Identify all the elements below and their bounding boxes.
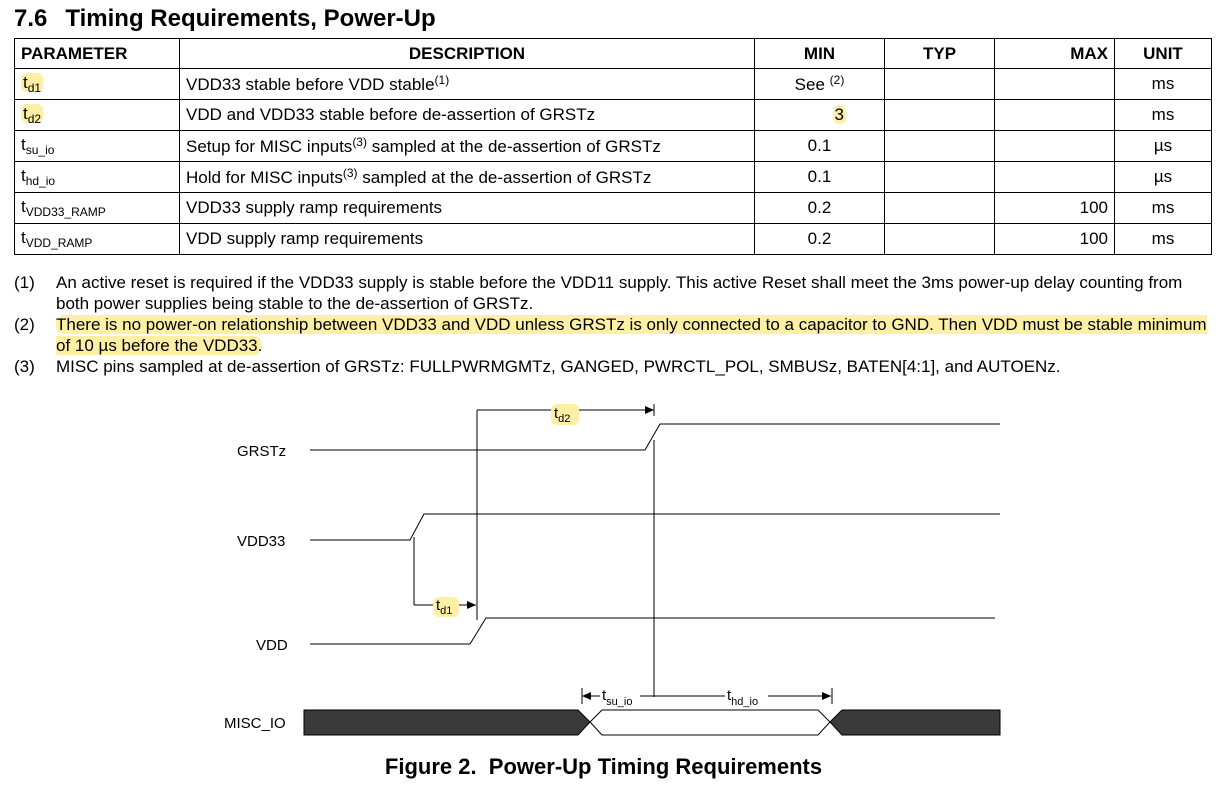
param-subscript: su_io bbox=[25, 143, 55, 157]
param-cell bbox=[15, 224, 180, 255]
max-cell bbox=[995, 131, 1115, 162]
footnote-text: There is no power-on relationship between VDD33 and VDD unless GRSTz is only connected to a capacitor to GND. Then VDD must be stable minimum of 10 µs before the VDD33. bbox=[56, 315, 1207, 355]
param-symbol-highlight bbox=[21, 73, 43, 95]
td2-label: $t_{d2}$ bbox=[554, 405, 571, 425]
typ-cell bbox=[885, 100, 995, 131]
min-cell bbox=[755, 100, 885, 131]
misc-io-bus-left bbox=[304, 710, 590, 735]
header-parameter: PARAMETER bbox=[15, 39, 180, 69]
footnotes bbox=[14, 272, 1214, 377]
max-cell: 100 bbox=[995, 224, 1115, 255]
desc-cell bbox=[180, 131, 755, 162]
desc-text: Hold for MISC inputs bbox=[186, 168, 343, 187]
desc-cell bbox=[180, 162, 755, 193]
param-cell bbox=[15, 131, 180, 162]
timing-diagram bbox=[0, 395, 1227, 745]
desc-footnote-ref: (3) bbox=[352, 135, 367, 149]
vdd-waveform bbox=[310, 618, 995, 644]
section-heading: Timing Requirements, Power-Up bbox=[65, 5, 436, 32]
desc-text-tail: sampled at the de-assertion of GRSTz bbox=[357, 168, 652, 187]
thd-label: $t_{hd\_io}$ bbox=[727, 687, 759, 708]
param-subscript: VDD33_RAMP bbox=[25, 205, 106, 219]
max-cell: 100 bbox=[995, 193, 1115, 224]
header-min: MIN bbox=[755, 39, 885, 69]
desc-text: Setup for MISC inputs bbox=[186, 137, 353, 156]
param-symbol: t bbox=[21, 228, 26, 247]
min-value: See bbox=[794, 75, 825, 94]
desc-text: VDD33 stable before VDD stable bbox=[186, 75, 435, 94]
footnote-number: (1) bbox=[14, 273, 35, 292]
typ-cell bbox=[885, 224, 995, 255]
table-row bbox=[15, 224, 1212, 255]
param-cell bbox=[15, 193, 180, 224]
min-cell: 0.2 bbox=[755, 193, 885, 224]
param-subscript: d1 bbox=[27, 81, 42, 95]
table-row bbox=[15, 162, 1212, 193]
param-subscript: VDD_RAMP bbox=[25, 236, 93, 250]
header-unit: UNIT bbox=[1115, 39, 1212, 69]
min-cell bbox=[755, 69, 885, 100]
typ-cell bbox=[885, 193, 995, 224]
footnote-2 bbox=[14, 314, 1214, 356]
param-cell bbox=[15, 69, 180, 100]
footnote-text: An active reset is required if the VDD33 supply is stable before the VDD11 supply. This active Reset shall meet the 3ms power-up delay counting from both power supplies being stable to the de-assertion of GRSTz. bbox=[56, 273, 1183, 313]
footnote-number: (3) bbox=[14, 357, 35, 376]
max-cell bbox=[995, 162, 1115, 193]
param-symbol-highlight bbox=[21, 104, 43, 126]
min-cell: 0.1 bbox=[755, 162, 885, 193]
param-cell bbox=[15, 100, 180, 131]
desc-cell bbox=[180, 100, 755, 131]
param-symbol: t bbox=[23, 104, 28, 123]
header-description: DESCRIPTION bbox=[180, 39, 755, 69]
header-max: MAX bbox=[995, 39, 1115, 69]
unit-cell: ms bbox=[1115, 69, 1212, 100]
min-cell: 0.1 bbox=[755, 131, 885, 162]
max-cell bbox=[995, 69, 1115, 100]
unit-cell: ms bbox=[1115, 193, 1212, 224]
table-row bbox=[15, 69, 1212, 100]
footnote-1 bbox=[14, 272, 1214, 314]
max-cell bbox=[995, 100, 1115, 131]
tsu-label: $t_{su\_io}$ bbox=[602, 687, 633, 708]
desc-text-tail: sampled at the de-assertion of GRSTz bbox=[366, 137, 661, 156]
min-cell: 0.2 bbox=[755, 224, 885, 255]
table-row bbox=[15, 131, 1212, 162]
grstz-waveform bbox=[310, 424, 1000, 450]
table-row bbox=[15, 100, 1212, 131]
figure-caption bbox=[0, 754, 1227, 780]
param-symbol: t bbox=[23, 73, 28, 92]
desc-cell bbox=[180, 193, 755, 224]
desc-text: VDD and VDD33 stable before de-assertion of GRSTz bbox=[186, 105, 596, 124]
section-number: 7.6 bbox=[14, 5, 48, 32]
min-footnote-ref: (2) bbox=[829, 73, 845, 87]
table-row bbox=[15, 193, 1212, 224]
unit-cell: ms bbox=[1115, 100, 1212, 131]
signal-label-misc-io: MISC_IO bbox=[224, 715, 286, 732]
typ-cell bbox=[885, 162, 995, 193]
table-header-row bbox=[15, 39, 1212, 69]
unit-cell: µs bbox=[1115, 131, 1212, 162]
footnote-3 bbox=[14, 356, 1214, 377]
td1-label: $t_{d1}$ bbox=[436, 597, 453, 617]
param-subscript: hd_io bbox=[25, 174, 56, 188]
param-symbol: t bbox=[21, 197, 26, 216]
typ-cell bbox=[885, 69, 995, 100]
footnote-text: MISC pins sampled at de-assertion of GRSTz: FULLPWRMGMTz, GANGED, PWRCTL_POL, SMBUSz, BATEN[4:1], and AUTOENz. bbox=[56, 357, 1061, 376]
footnote-text-wrap bbox=[56, 314, 1214, 356]
footnote-number: (2) bbox=[14, 315, 35, 334]
desc-footnote-ref: (1) bbox=[434, 73, 450, 87]
param-symbol: t bbox=[21, 135, 26, 154]
signal-label-vdd: VDD bbox=[256, 637, 288, 654]
vdd33-waveform bbox=[310, 514, 1000, 540]
misc-io-bus-right bbox=[830, 710, 1000, 735]
signal-label-vdd33: VDD33 bbox=[237, 533, 286, 550]
param-symbol: t bbox=[21, 166, 26, 185]
timing-requirements-table bbox=[14, 38, 1212, 255]
desc-footnote-ref: (3) bbox=[342, 166, 358, 180]
unit-cell: ms bbox=[1115, 224, 1212, 255]
header-typ: TYP bbox=[885, 39, 995, 69]
unit-cell: µs bbox=[1115, 162, 1212, 193]
figure-caption-text: Figure 2. Power-Up Timing Requirements bbox=[384, 754, 823, 779]
param-subscript: d2 bbox=[27, 112, 42, 126]
desc-cell bbox=[180, 69, 755, 100]
min-value: 3 bbox=[834, 105, 844, 124]
desc-text: VDD33 supply ramp requirements bbox=[186, 198, 443, 217]
desc-cell bbox=[180, 224, 755, 255]
signal-label-grstz: GRSTz bbox=[237, 443, 287, 460]
misc-io-bus-stable bbox=[590, 710, 830, 735]
desc-text: VDD supply ramp requirements bbox=[186, 229, 424, 248]
typ-cell bbox=[885, 131, 995, 162]
param-cell bbox=[15, 162, 180, 193]
section-title bbox=[14, 5, 436, 33]
